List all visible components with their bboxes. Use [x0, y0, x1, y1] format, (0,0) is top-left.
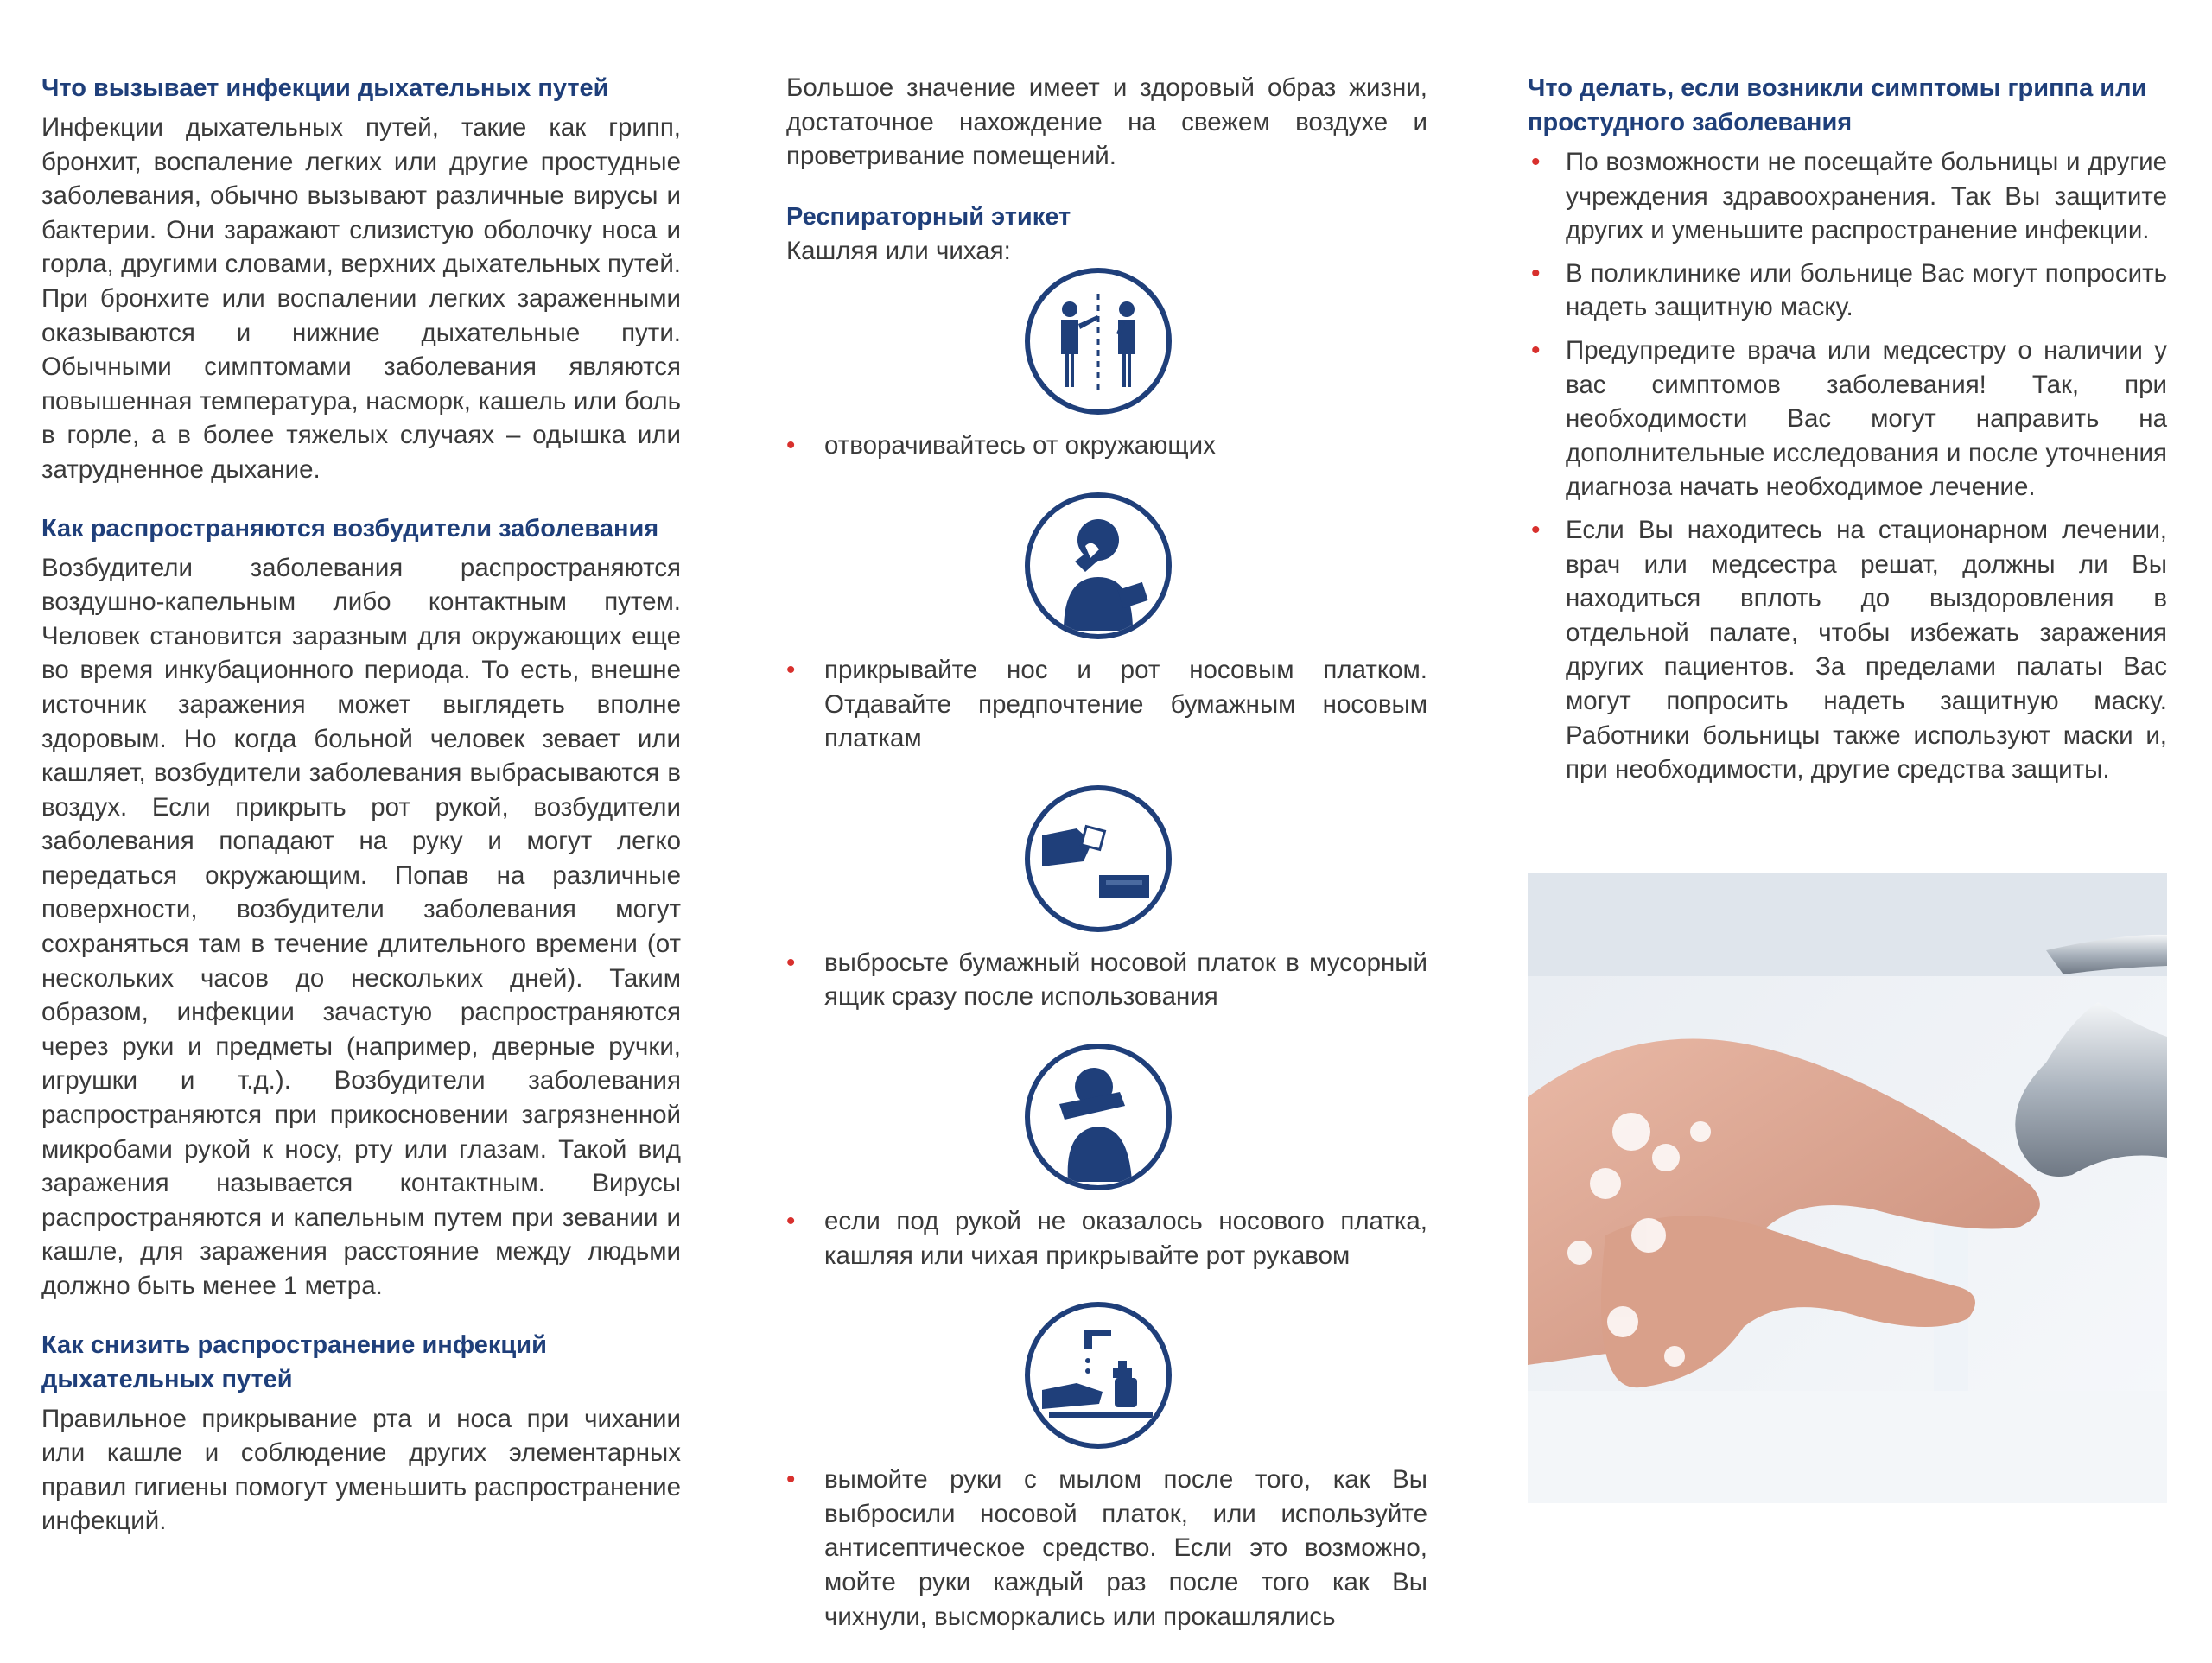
- bullet-icon: •: [1531, 148, 1541, 176]
- list-item: • По возможности не посещайте больницы и другие учреждения здравоохранения. Так Вы защитите других и уменьшите распространение инфекции.: [1528, 145, 2167, 248]
- etiquette-text: • прикрывайте нос и рот носовым платком. Отдавайте предпочтение бумажным носовым платкам: [786, 653, 1427, 756]
- intro-text: Большое значение имеет и здоровый образ жизни, достаточное нахождение на свежем воздухе и проветривание помещений.: [786, 73, 1427, 171]
- left-column: [41, 71, 681, 1563]
- etiquette-text: • отворачивайтесь от окружающих: [786, 428, 1427, 463]
- etiquette-lead: Кашляя или чихая:: [786, 236, 1011, 265]
- tissue-cover-icon: [1025, 492, 1172, 639]
- etiquette-text: • выбросьте бумажный носовой платок в мусорный ящик сразу после использования: [786, 946, 1427, 1014]
- distance-icon: [1025, 268, 1172, 415]
- symptoms-title: Что делать, если возникли симптомы гриппа или простудного заболевания: [1528, 74, 2147, 136]
- bin-icon: [1025, 785, 1172, 932]
- list-item: • В поликлинике или больнице Вас могут попросить надеть защитную маску.: [1528, 257, 2167, 325]
- list-item: • Если Вы находитесь на стационарном лечении, врач или медсестра решат, должны ли Вы находиться вплоть до выздоровления в отдельной палате, чтобы избежать заражения других пациентов. За пределами палаты Вас могут попросить надеть защитную маску. Работники больницы также используют маски и, при необходимости, другие средства защиты.: [1528, 513, 2167, 787]
- middle-column: [786, 71, 1427, 1663]
- section-text: Правильное прикрывание рта и носа при чихании или кашле и соблюдение других элементарных правил гигиены помогут уменьшить распространение инфекций.: [41, 1404, 681, 1536]
- section-title: Что вызывает инфекции дыхательных путей: [41, 74, 609, 102]
- etiquette-item: [786, 1302, 1427, 1634]
- etiquette-item: [786, 1044, 1427, 1273]
- section-text: Инфекции дыхательных путей, такие как грипп, бронхит, воспаление легких или другие простудные заболевания, обычно вызывают различные вирусы и бактерии. Они заражают слизистую оболочку носа и горла, другими словами, верхних дыхательных путей. При бронхите или воспалении легких зараженными оказываются и нижние дыхательные пути. Обычными симптомами заболевания являются повышенная температура, насморк, кашель или боль в горле, а в более тяжелых случаях – одышка или затрудненное дыхание.: [41, 113, 681, 484]
- etiquette-title: Респираторный этикет: [786, 202, 1071, 231]
- bullet-icon: •: [786, 1465, 796, 1495]
- section-spread: [41, 511, 681, 1304]
- etiquette-text: • если под рукой не оказалось носового платка, кашляя или чихая прикрывайте рот рукавом: [786, 1204, 1427, 1273]
- section-title: Как снизить распространение инфекций дыхательных путей: [41, 1330, 547, 1393]
- etiquette-text: • вымойте руки с мылом после того, как Вы выбросили носовой платок, или используйте антисептическое средство. Если это возможно, мойте руки каждый раз после того как Вы чихнули, высморкались или прокашлялись: [786, 1463, 1427, 1634]
- bullet-icon: •: [1531, 258, 1541, 288]
- symptoms-list: [1528, 145, 2167, 787]
- section-text: Возбудители заболевания распространяются воздушно-капельным либо контактным путем. Человек становится заразным для окружающих еще во время инкубационного периода. То есть, внешне источник заражения может выглядеть вполне здоровым. Но когда больной человек зевает или кашляет, возбудители заболевания выбрасываются в воздух. Если прикрыть рот рукой, возбудители заболевания попадают на руку и могут легко передаться окружающим. Попав на различные поверхности, возбудители заболевания могут сохраняться там в течение длительного времени (от нескольких часов до нескольких дней). Таким образом, инфекции зачастую распространяются через руки и предметы (например, дверные ручки, игрушки и т.д.). Возбудители заболевания распространяются при прикосновении загрязненной микробами рукой к носу, рту или глазам. Такой вид заражения называется контактным. Вирусы распространяются и капельным путем при зевании и кашле, для заражения расстояние между людьми должно быть менее 1 метра.: [41, 553, 681, 1300]
- bullet-icon: •: [1531, 335, 1541, 365]
- section-reduce: [41, 1328, 681, 1539]
- etiquette-item: [786, 492, 1427, 756]
- right-column: [1528, 71, 2167, 796]
- section-causes: [41, 71, 681, 487]
- section-title: Как распространяются возбудители заболевания: [41, 514, 659, 543]
- bullet-icon: •: [786, 655, 796, 684]
- etiquette-item: [786, 785, 1427, 1014]
- bullet-icon: •: [786, 1206, 796, 1235]
- bullet-icon: •: [786, 431, 796, 460]
- bullet-icon: •: [1531, 515, 1541, 544]
- etiquette-item: [786, 268, 1427, 463]
- elbow-cough-icon: [1025, 1044, 1172, 1190]
- list-item: • Предупредите врача или медсестру о наличии у вас симптомов заболевания! Так, при необходимости Вас могут направить на дополнительные исследования и после уточнения диагноза начать необходимое лечение.: [1528, 333, 2167, 505]
- bullet-icon: •: [786, 948, 796, 977]
- handwash-icon: [1025, 1302, 1172, 1449]
- handwashing-photo: [1528, 873, 2167, 1503]
